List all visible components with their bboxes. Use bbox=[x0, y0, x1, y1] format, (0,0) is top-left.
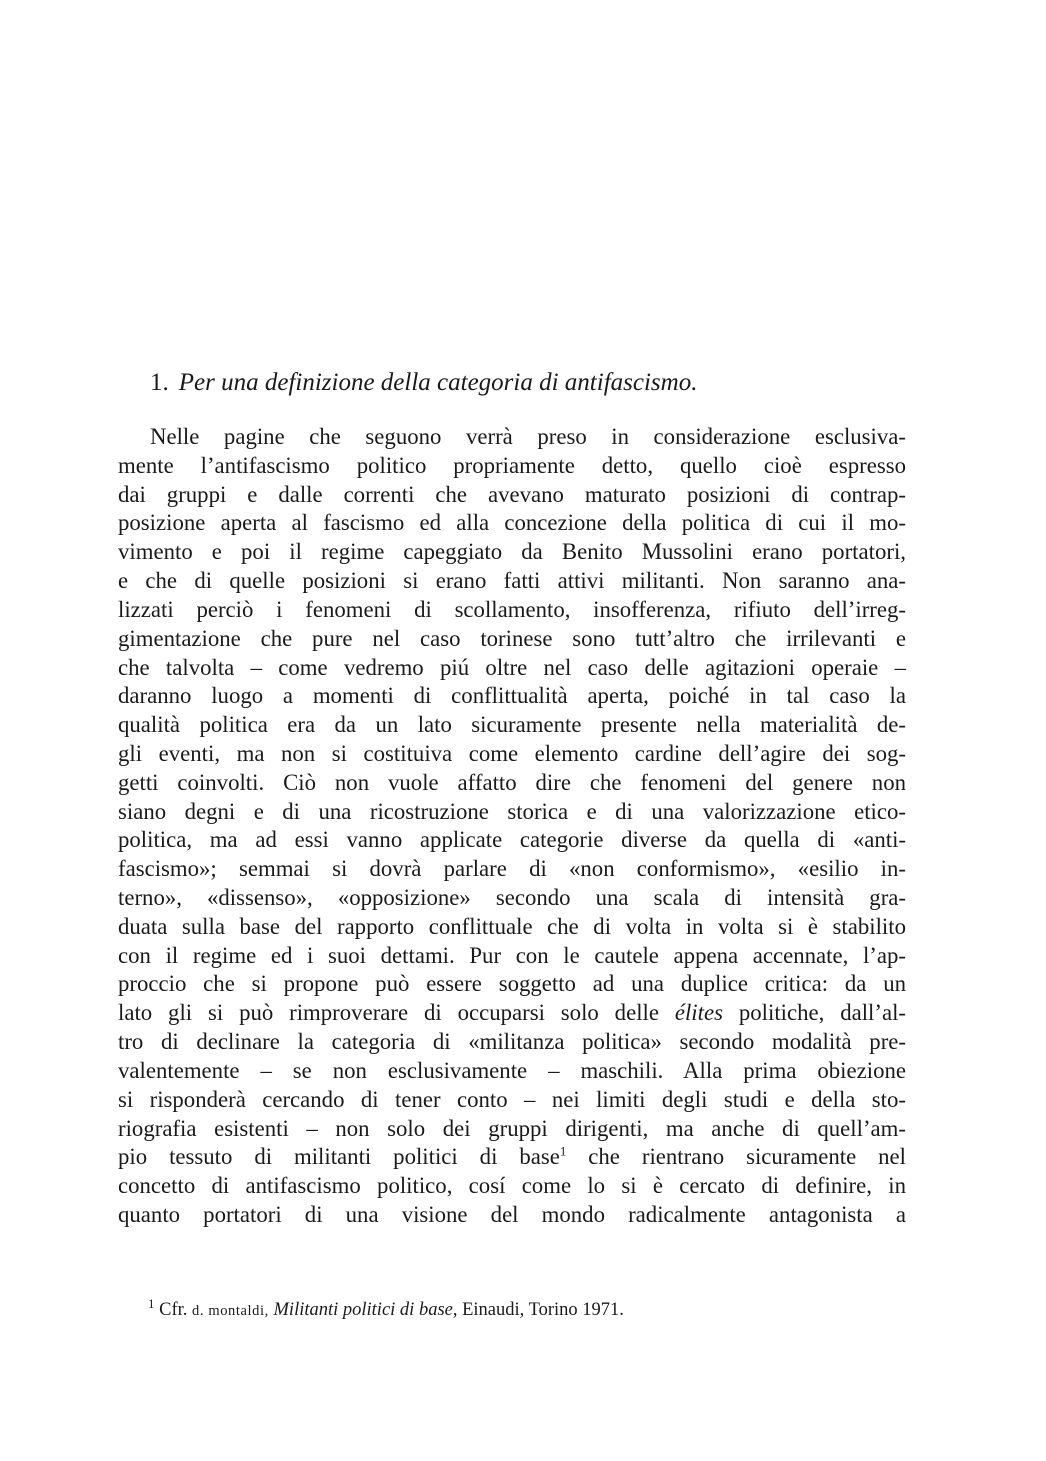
text-line: concetto di antifascismo politico, cosí come lo si è cercato di definire, in bbox=[118, 1173, 906, 1199]
text-line: vimento e poi il regime capeggiato da Benito Mussolini erano portatori, bbox=[118, 539, 906, 565]
section-number: 1. bbox=[150, 369, 169, 396]
text-line: mente l’antifascismo politico propriamente detto, quello cioè espresso bbox=[118, 452, 906, 478]
footnote-reference[interactable]: 1 bbox=[559, 1143, 567, 1159]
text-line: siano degni e di una ricostruzione storica e di una valorizzazione etico- bbox=[118, 798, 906, 824]
text-line: fascismo»; semmai si dovrà parlare di «non conformismo», «esilio in- bbox=[118, 856, 906, 882]
text-line: terno», «dissenso», «opposizione» secondo una scala di intensità gra- bbox=[118, 885, 906, 910]
text-line: posizione aperta al fascismo ed alla concezione della politica di cui il mo- bbox=[118, 510, 906, 536]
text-line bbox=[118, 1143, 906, 1172]
text-line bbox=[118, 999, 906, 1028]
section-heading bbox=[150, 363, 910, 403]
text-run: politiche, dall’al- bbox=[722, 1000, 907, 1026]
footnote-book-title: Militanti politici di base bbox=[273, 1300, 453, 1320]
footnote-details: , Einaudi, Torino 1971. bbox=[452, 1300, 624, 1320]
text-line: dai gruppi e dalle correnti che avevano maturato posizioni di contrap- bbox=[118, 481, 906, 507]
text-line: tro di declinare la categoria di «militanza politica» secondo modalità pre- bbox=[118, 1029, 906, 1055]
text-line: con il regime ed i suoi dettami. Pur con le cautele appena accennate, l’ap- bbox=[118, 942, 906, 968]
text-line: valentemente – se non esclusivamente – maschili. Alla prima obiezione bbox=[118, 1057, 906, 1083]
footnote-prefix: Cfr. bbox=[159, 1300, 188, 1320]
text-line: si risponderà cercando di tener conto – nei limiti degli studi e della sto- bbox=[118, 1086, 906, 1112]
text-line: proccio che si propone può essere soggetto ad una duplice critica: da un bbox=[118, 971, 906, 997]
text-line: daranno luogo a momenti di conflittualità aperta, poiché in tal caso la bbox=[118, 683, 906, 709]
text-line: lizzati perciò i fenomeni di scollamento, insofferenza, rifiuto dell’irreg- bbox=[118, 596, 906, 622]
italic-term: élites bbox=[674, 1000, 723, 1026]
text-line: gli eventi, ma non si costituiva come elemento cardine dell’agire dei sog- bbox=[118, 740, 906, 766]
text-line: riografia esistenti – non solo dei gruppi dirigenti, ma anche di quell’am- bbox=[118, 1115, 906, 1141]
text-line: getti coinvolti. Ciò non vuole affatto dire che fenomeni del genere non bbox=[118, 769, 906, 795]
text-line: qualità politica era da un lato sicuramente presente nella materialità de- bbox=[118, 712, 906, 738]
body-paragraph bbox=[118, 423, 906, 1230]
section-title: Per una definizione della categoria di antifascismo. bbox=[178, 369, 698, 396]
text-line: gimentazione che pure nel caso torinese sono tutt’altro che irrilevanti e bbox=[118, 625, 906, 651]
text-line: e che di quelle posizioni si erano fatti attivi militanti. Non saranno ana- bbox=[118, 568, 906, 594]
footnote-marker: 1 bbox=[148, 1295, 155, 1311]
text-line: che talvolta – come vedremo piú oltre nel caso delle agitazioni operaie – bbox=[118, 654, 906, 680]
text-run: lato gli si può rimproverare di occuparsi solo delle bbox=[118, 1000, 675, 1026]
footnote bbox=[148, 1296, 624, 1325]
text-line: duata sulla base del rapporto conflittuale che di volta in volta si è stabilito bbox=[118, 913, 906, 939]
text-run: pio tessuto di militanti politici di base bbox=[118, 1144, 560, 1170]
text-line: quanto portatori di una visione del mondo radicalmente antagonista a bbox=[118, 1201, 906, 1227]
text-line: politica, ma ad essi vanno applicate categorie diverse da quella di «anti- bbox=[118, 827, 906, 853]
text-line: Nelle pagine che seguono verrà preso in considerazione esclusiva- bbox=[150, 424, 906, 449]
text-run: che rientrano sicuramente nel bbox=[566, 1144, 906, 1170]
footnote-author: d. montaldi, bbox=[192, 1303, 269, 1319]
